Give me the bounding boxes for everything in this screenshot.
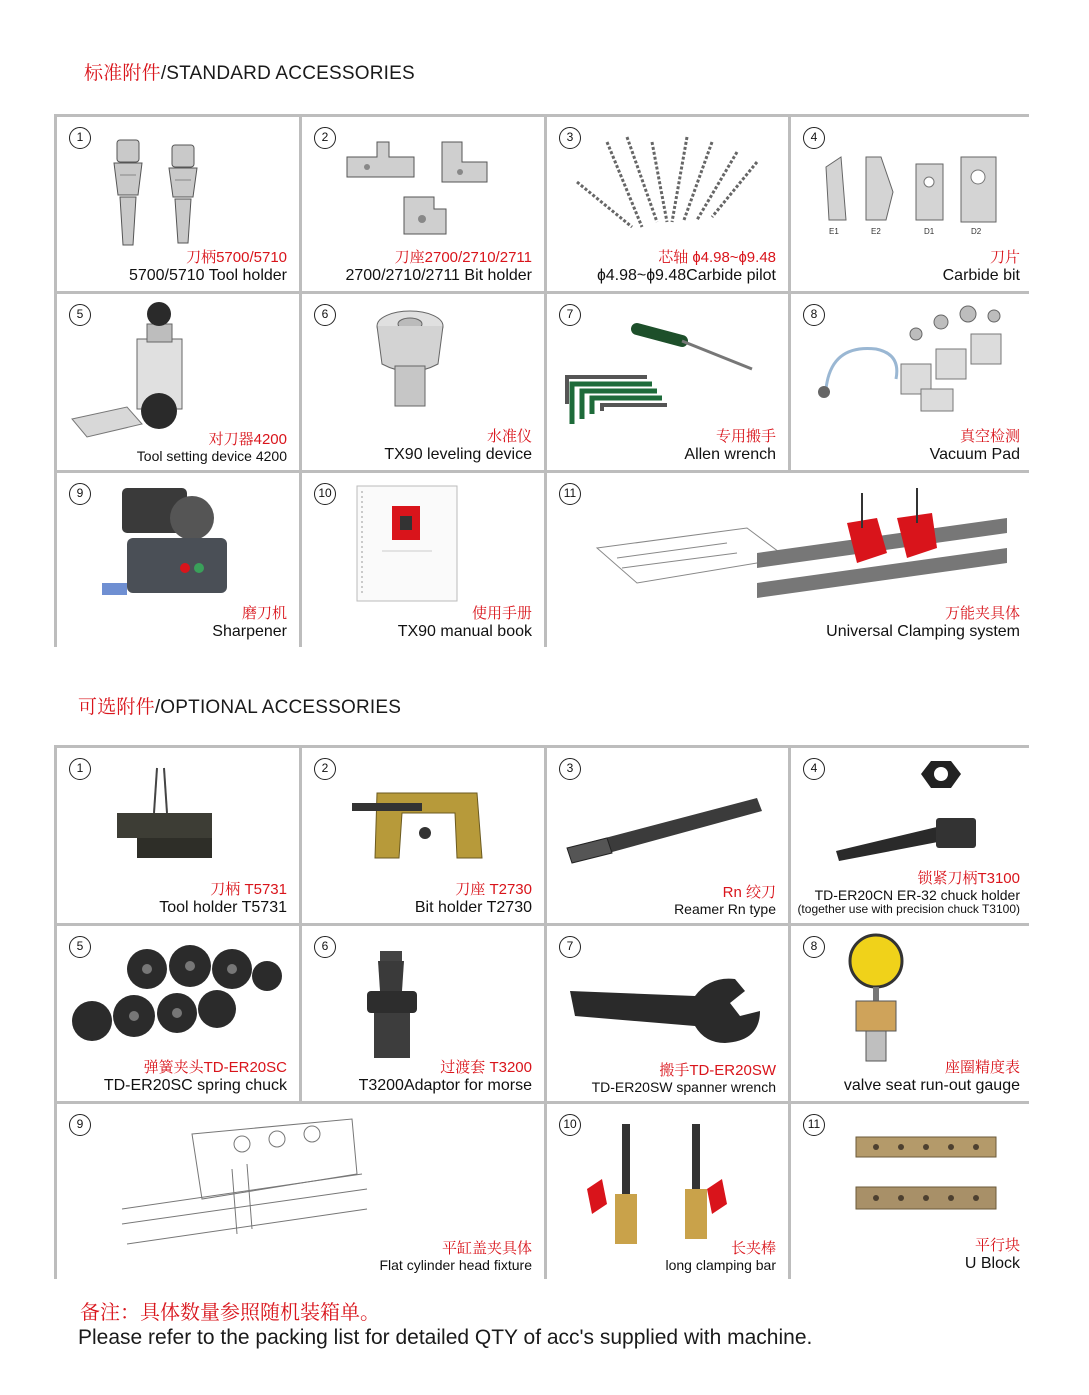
item-caption: 锁紧刀柄T3100 TD-ER20CN ER-32 chuck holder (together use with precision chuck T3100) bbox=[797, 869, 1020, 917]
optional-accessories-grid bbox=[54, 745, 1029, 1279]
opt-item-cylinder-head-fixture bbox=[57, 1104, 544, 1279]
note-chinese: 备注：具体数量参照随机装箱单。 bbox=[80, 1302, 380, 1324]
carbide-pilot-image bbox=[572, 132, 762, 232]
reamer-image bbox=[562, 793, 772, 873]
std-item-carbide-pilot bbox=[547, 117, 788, 291]
std-item-vacuum-pad bbox=[791, 294, 1032, 470]
item-caption: 刀座 T2730 Bit holder T2730 bbox=[414, 881, 532, 916]
item-caption: 水准仪 TX90 leveling device bbox=[384, 428, 532, 463]
item-caption: 刀座2700/2710/2711 2700/2710/2711 Bit holder bbox=[345, 249, 532, 284]
bit-label-d1: D1 bbox=[924, 227, 935, 236]
leveling-device-image bbox=[370, 304, 450, 414]
item-caption: 座圈精度表 valve seat run-out gauge bbox=[843, 1059, 1020, 1094]
item-number: 1 bbox=[69, 127, 91, 149]
opt-item-spring-chuck bbox=[57, 926, 299, 1101]
bit-label-d2: D2 bbox=[971, 227, 982, 236]
std-item-bit-holder bbox=[302, 117, 544, 291]
opt-item-spanner-wrench bbox=[547, 926, 788, 1101]
item-number: 6 bbox=[314, 304, 336, 326]
opt-item-long-clamping-bar bbox=[547, 1104, 788, 1279]
opt-item-u-block bbox=[791, 1104, 1032, 1279]
runout-gauge-image bbox=[831, 931, 921, 1066]
item-caption: 真空检测 Vacuum Pad bbox=[929, 428, 1020, 463]
item-number: 7 bbox=[559, 304, 581, 326]
item-number: 4 bbox=[803, 127, 825, 149]
item-number: 10 bbox=[314, 483, 336, 505]
item-caption: 刀柄 T5731 Tool holder T5731 bbox=[159, 881, 287, 916]
spanner-wrench-image bbox=[565, 971, 775, 1051]
item-caption: 对刀器4200 Tool setting device 4200 bbox=[136, 430, 287, 464]
opt-item-reamer bbox=[547, 748, 788, 923]
standard-section-title: 标准附件/STANDARD ACCESSORIES bbox=[84, 63, 415, 84]
item-number: 5 bbox=[69, 304, 91, 326]
adaptor-image bbox=[352, 946, 432, 1066]
bit-label-e1: E1 bbox=[829, 227, 839, 236]
long-clamping-bar-image bbox=[577, 1119, 757, 1254]
item-number: 9 bbox=[69, 1114, 91, 1136]
item-number: 8 bbox=[803, 304, 825, 326]
std-item-manual-book bbox=[302, 473, 544, 647]
item-number: 3 bbox=[559, 127, 581, 149]
item-caption: 平行块 U Block bbox=[964, 1237, 1020, 1272]
tool-holder-image bbox=[102, 135, 212, 250]
item-caption: 弹簧夹头TD-ER20SC TD-ER20SC spring chuck bbox=[103, 1059, 287, 1094]
std-item-carbide-bit bbox=[791, 117, 1032, 291]
item-number: 5 bbox=[69, 936, 91, 958]
vacuum-pad-image bbox=[806, 304, 1016, 414]
opt-item-bit-holder-t2730 bbox=[302, 748, 544, 923]
std-item-sharpener bbox=[57, 473, 299, 647]
opt-item-adaptor bbox=[302, 926, 544, 1101]
std-item-tool-setting-device bbox=[57, 294, 299, 470]
universal-clamping-image bbox=[587, 488, 1007, 618]
allen-wrench-image bbox=[562, 319, 767, 429]
item-number: 4 bbox=[803, 758, 825, 780]
item-caption: 搬手TD-ER20SW TD-ER20SW spanner wrench bbox=[591, 1061, 776, 1095]
item-caption: 刀片 Carbide bit bbox=[942, 249, 1020, 284]
std-item-universal-clamping bbox=[547, 473, 1032, 647]
item-caption: 平缸盖夹具体 Flat cylinder head fixture bbox=[379, 1239, 532, 1273]
item-number: 6 bbox=[314, 936, 336, 958]
standard-accessories-grid bbox=[54, 114, 1029, 647]
item-number: 9 bbox=[69, 483, 91, 505]
spring-chuck-image bbox=[72, 941, 282, 1056]
item-number: 7 bbox=[559, 936, 581, 958]
sharpener-image bbox=[97, 483, 237, 603]
item-number: 2 bbox=[314, 127, 336, 149]
item-caption: 过渡套 T3200 T3200Adaptor for morse bbox=[358, 1059, 532, 1094]
manual-book-image bbox=[352, 481, 472, 606]
opt-item-chuck-holder bbox=[791, 748, 1032, 923]
u-block-image bbox=[851, 1132, 1011, 1222]
item-caption: 芯轴 ɸ4.98~ɸ9.48 ɸ4.98~ɸ9.48Carbide pilot bbox=[596, 249, 776, 284]
note-english: Please refer to the packing list for detailed QTY of acc's supplied with machine. bbox=[78, 1326, 813, 1349]
item-number: 8 bbox=[803, 936, 825, 958]
item-caption: 刀柄5700/5710 5700/5710 Tool holder bbox=[128, 249, 287, 284]
item-caption: Rn 绞刀 Reamer Rn type bbox=[674, 883, 776, 917]
item-caption: 磨刀机 Sharpener bbox=[212, 605, 287, 640]
item-number: 2 bbox=[314, 758, 336, 780]
item-caption: 专用搬手 Allen wrench bbox=[684, 428, 776, 463]
item-number: 3 bbox=[559, 758, 581, 780]
bit-holder-image bbox=[342, 127, 502, 242]
std-item-allen-wrench bbox=[547, 294, 788, 470]
item-number: 11 bbox=[559, 483, 581, 505]
chuck-holder-image bbox=[831, 756, 991, 866]
carbide-bit-image bbox=[821, 152, 1011, 237]
opt-item-tool-holder-t5731 bbox=[57, 748, 299, 923]
optional-section-title: 可选附件/OPTIONAL ACCESSORIES bbox=[78, 697, 402, 718]
cylinder-head-fixture-image bbox=[112, 1114, 372, 1264]
item-number: 10 bbox=[559, 1114, 581, 1136]
item-caption: 万能夹具体 Universal Clamping system bbox=[826, 605, 1020, 640]
bit-holder-t2730-image bbox=[347, 783, 507, 868]
opt-item-runout-gauge bbox=[791, 926, 1032, 1101]
item-caption: 长夹棒 long clamping bar bbox=[665, 1239, 776, 1273]
bit-label-e2: E2 bbox=[871, 227, 881, 236]
item-caption: 使用手册 TX90 manual book bbox=[397, 605, 532, 640]
tool-holder-t5731-image bbox=[112, 763, 222, 873]
std-item-tool-holder bbox=[57, 117, 299, 291]
tool-setting-device-image bbox=[67, 299, 237, 439]
item-number: 1 bbox=[69, 758, 91, 780]
item-number: 11 bbox=[803, 1114, 825, 1136]
std-item-leveling-device bbox=[302, 294, 544, 470]
